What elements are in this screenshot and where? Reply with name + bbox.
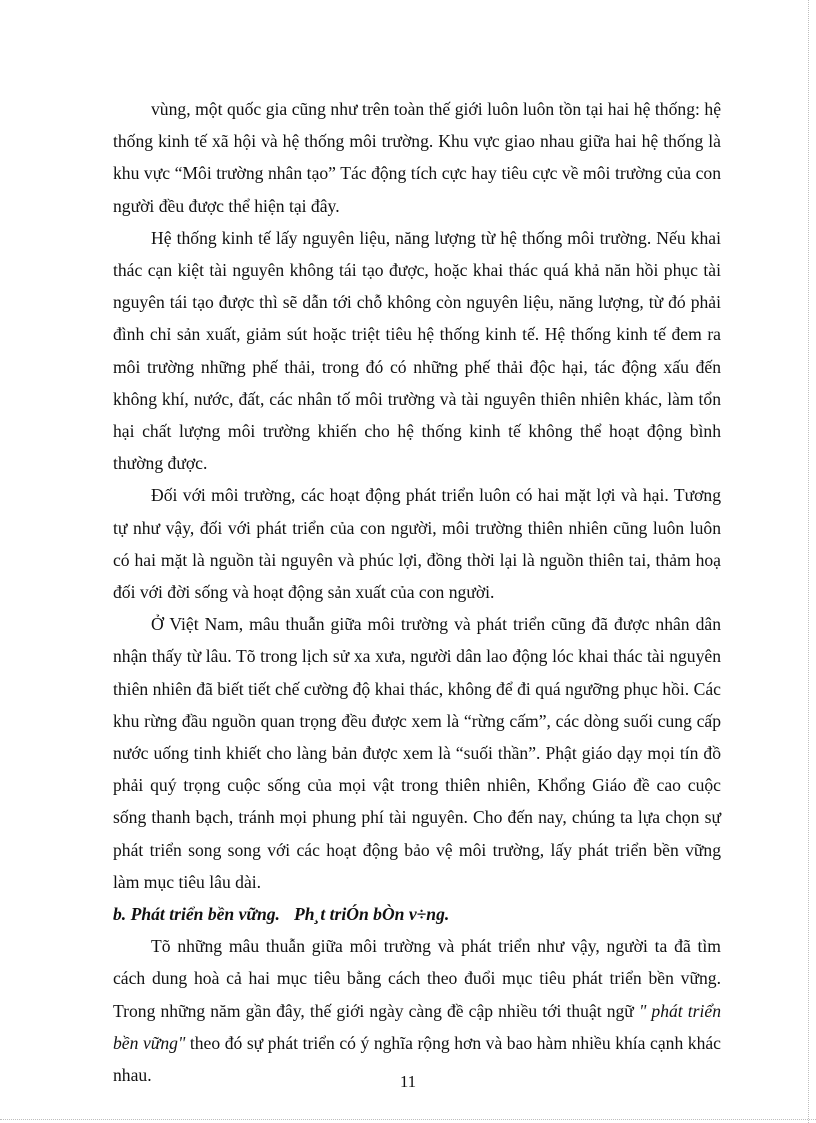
paragraph-3: Đối với môi trường, các hoạt động phát triển luôn có hai mặt lợi và hại. Tương tự như vậy, đối với phát triển của con người, môi trường thiên nhiên cũng luôn luôn có hai mặt là nguồn tài nguyên và phúc lợi, đồng thời lại là nguồn thiên tai, thảm hoạ đối với đời sống và hoạt động sản xuất của con người. bbox=[113, 485, 721, 603]
paragraph-1: vùng, một quốc gia cũng như trên toàn thế giới luôn luôn tồn tại hai hệ thống: hệ thống kinh tế xã hội và hệ thống môi trường. Khu vực giao nhau giữa hai hệ thống là khu vực “Môi trường nhân tạo” Tác động tích cực hay tiêu cực về môi trường của con người đều được thể hiện tại đây. bbox=[113, 99, 721, 216]
paragraph-5 bbox=[113, 930, 721, 1091]
section-heading-title: b. Phát triển bền vững. bbox=[113, 904, 280, 925]
paragraph-2: Hệ thống kinh tế lấy nguyên liệu, năng lượng từ hệ thống môi trường. Nếu khai thác cạn kiệt tài nguyên không tái tạo được, hoặc khai thác quá khả năn hồi phục tài nguyên tái tạo được thì sẽ dẫn tới chỗ không còn nguyên liệu, năng lượng, từ đó phải đình chỉ sản xuất, giảm sút hoặc triệt tiêu hệ thống kinh tế. Hệ thống kinh tế đem ra môi trường những phế thải, trong đó có những phế thải độc hại, tác động xấu đến không khí, nước, đất, các nhân tố môi trường và tài nguyên thiên nhiên khác, làm tổn hại chất lượng môi trường khiến cho hệ thống kinh tế không thể hoạt động bình thường được. bbox=[113, 227, 721, 474]
section-heading bbox=[113, 898, 721, 930]
page-border-right bbox=[808, 0, 809, 1123]
page-content bbox=[113, 93, 721, 1091]
page-border-bottom bbox=[0, 1119, 816, 1120]
page-number: 11 bbox=[399, 1072, 417, 1091]
paragraph-5-text-after: theo đó sự phát triển có ý nghĩa rộng hơn và bao hàm nhiều khía cạnh khác nhau. bbox=[113, 1032, 721, 1086]
paragraph-5-emphasis: " phát triển bền vững" bbox=[113, 1000, 721, 1053]
paragraph-4: Ở Việt Nam, mâu thuẫn giữa môi trường và phát triển cũng đã được nhân dân nhận thấy từ lâu. Tõ trong lịch sử xa xưa, người dân lao động lóc khai thác tài nguyên thiên nhiên đã biết tiết chế cường độ khai thác, không để đi quá ngưỡng phục hồi. Các khu rừng đầu nguồn quan trọng đều được xem là “rừng cấm”, các dòng suối cung cấp nước uống tinh khiết cho làng bản được xem là “suối thần”. Phật giáo dạy mọi tín đồ phải quý trọng cuộc sống của mọi vật trong thiên nhiên, Khổng Giáo đề cao cuộc sống thanh bạch, tránh mọi phung phí tài nguyên. Cho đến nay, chúng ta lựa chọn sự phát triển song song với các hoạt động bảo vệ môi trường, lấy phát triển bền vững làm mục tiêu lâu dài. bbox=[113, 614, 721, 892]
paragraph-5-text-before: Tõ những mâu thuẫn giữa môi trường và phát triển như vậy, người ta đã tìm cách dung hoà cả hai mục tiêu bằng cách theo đuổi mục tiêu phát triển bền vững. Trong những năm gần đây, thế giới ngày càng đề cập nhiều tới thuật ngữ bbox=[113, 936, 721, 1021]
section-heading-garbled: Ph¸t triÓn bÒn v÷ng. bbox=[293, 904, 450, 925]
